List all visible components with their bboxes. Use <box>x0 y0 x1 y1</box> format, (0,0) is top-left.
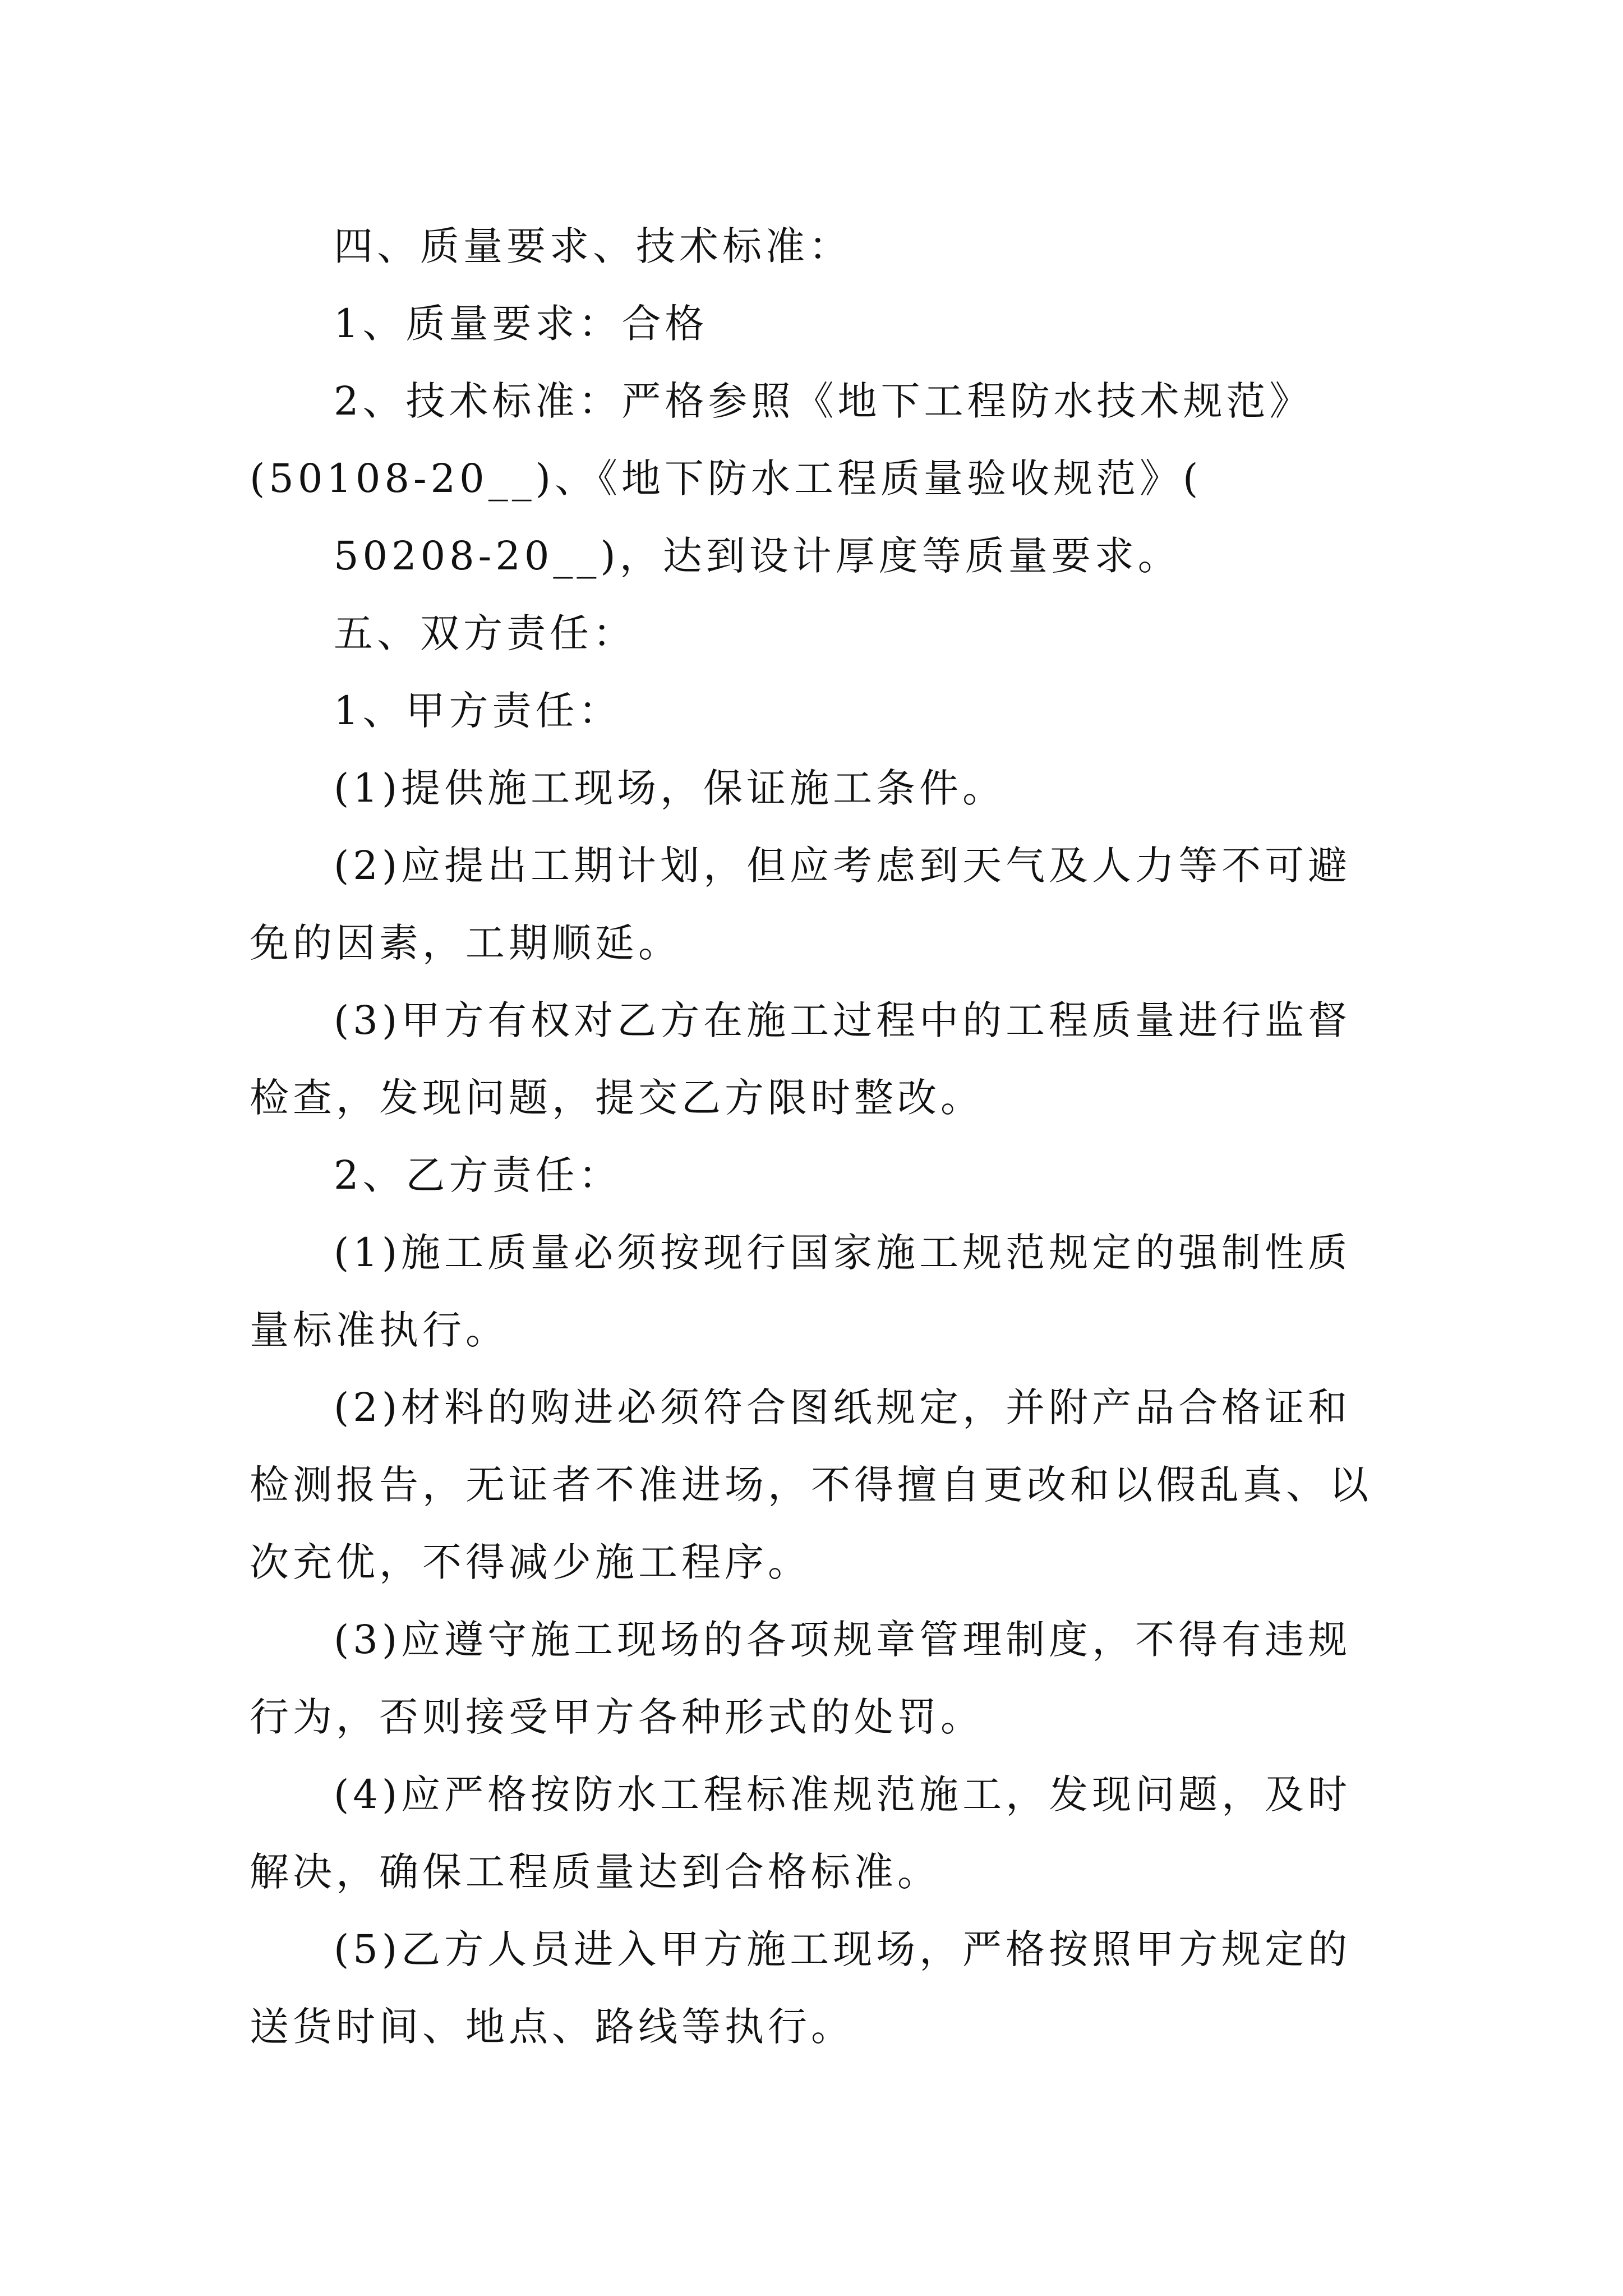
party-b-item: (4)应严格按防水工程标准规范施工，发现问题，及时 <box>334 1772 1352 1818</box>
party-b-item: 次充优，不得减少施工程序。 <box>250 1539 811 1585</box>
technical-standard-line: 2、技术标准：严格参照《地下工程防水技术规范》 <box>334 378 1313 424</box>
party-b-item: 检测报告，无证者不准进场，不得擅自更改和以假乱真、以 <box>250 1462 1372 1508</box>
party-b-item: 送货时间、地点、路线等执行。 <box>250 2004 854 2050</box>
party-a-item: (1)提供施工现场，保证施工条件。 <box>334 765 1006 811</box>
party-a-item: 免的因素，工期顺延。 <box>250 920 681 966</box>
party-b-item: 行为，否则接受甲方各种形式的处罚。 <box>250 1694 984 1740</box>
party-a-item: 检查，发现问题，提交乙方限时整改。 <box>250 1075 984 1121</box>
subheading-party-a: 1、甲方责任： <box>334 688 622 734</box>
party-b-item: 量标准执行。 <box>250 1307 509 1353</box>
quality-requirement: 1、质量要求：合格 <box>334 301 708 347</box>
section-heading-responsibilities: 五、双方责任： <box>334 610 636 656</box>
technical-standard-line: 50208-20__)，达到设计厚度等质量要求。 <box>334 533 1181 579</box>
party-b-item: (5)乙方人员进入甲方施工现场，严格按照甲方规定的 <box>334 1926 1352 1972</box>
party-a-item: (3)甲方有权对乙方在施工过程中的工程质量进行监督 <box>334 997 1352 1043</box>
party-b-item: 解决，确保工程质量达到合格标准。 <box>250 1849 940 1895</box>
party-b-item: (1)施工质量必须按现行国家施工规范规定的强制性质 <box>334 1230 1352 1276</box>
party-b-item: (2)材料的购进必须符合图纸规定，并附产品合格证和 <box>334 1384 1352 1430</box>
document-body <box>250 208 1388 2065</box>
technical-standard-line: (50108-20__)、《地下防水工程质量验收规范》( <box>250 455 1202 501</box>
party-b-item: (3)应遵守施工现场的各项规章管理制度，不得有违规 <box>334 1617 1352 1663</box>
party-a-item: (2)应提出工期计划，但应考虑到天气及人力等不可避 <box>334 843 1352 889</box>
subheading-party-b: 2、乙方责任： <box>334 1152 622 1198</box>
section-heading-quality: 四、质量要求、技术标准： <box>334 223 852 269</box>
